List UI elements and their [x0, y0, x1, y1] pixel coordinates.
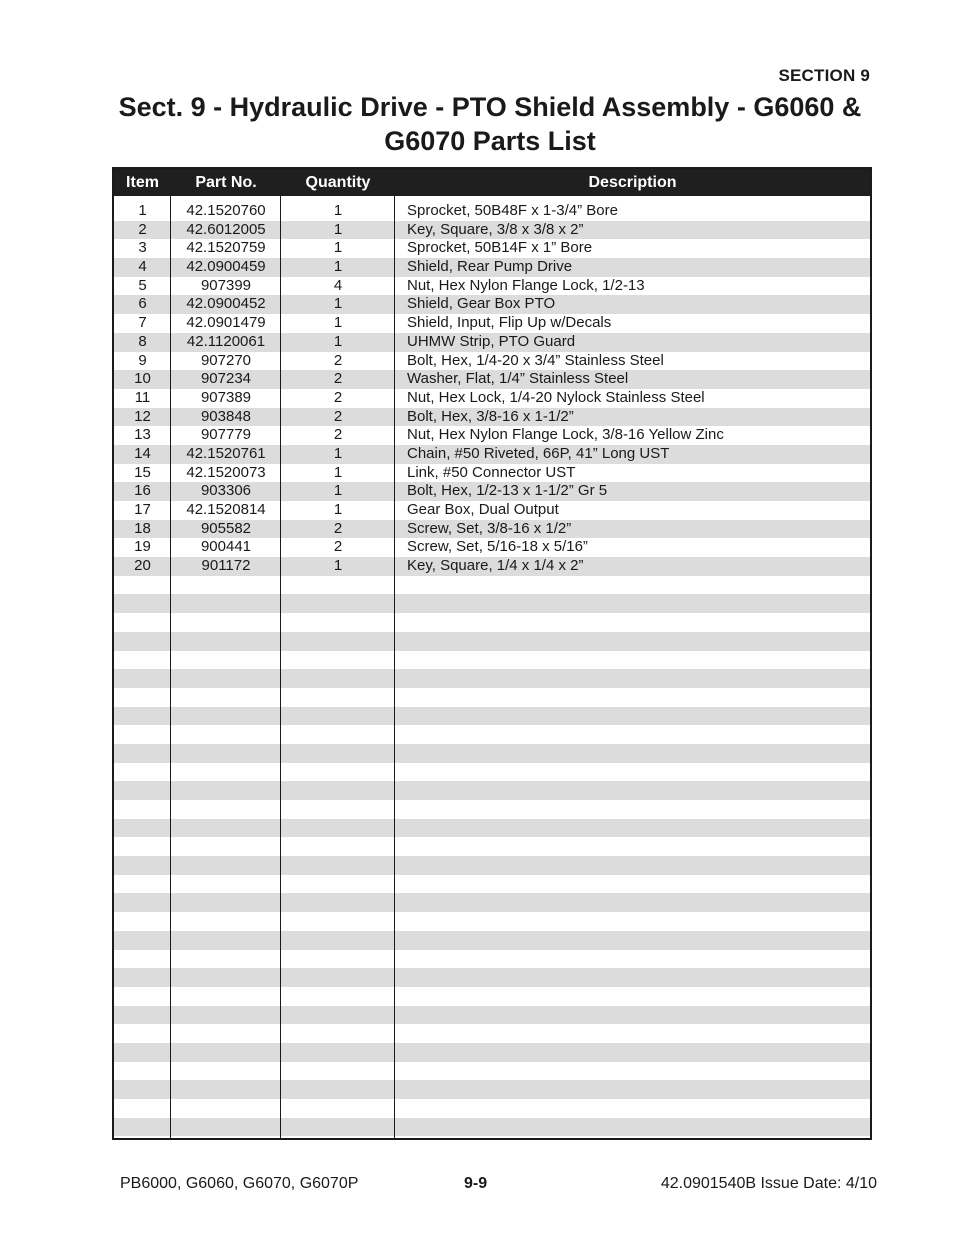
cell-part-no	[171, 950, 281, 969]
cell-quantity	[281, 968, 395, 987]
footer-document-info: 42.0901540B Issue Date: 4/10	[660, 1175, 877, 1192]
cell-quantity: 1	[333, 501, 343, 518]
cell-description	[395, 669, 870, 688]
empty-table-row	[114, 1062, 870, 1081]
cell-description	[395, 912, 870, 931]
cell-item	[114, 931, 171, 950]
empty-table-row	[114, 800, 870, 819]
table-row	[114, 333, 870, 352]
empty-table-row	[114, 837, 870, 856]
table-row	[114, 426, 870, 445]
cell-item: 8	[138, 332, 147, 350]
cell-quantity: 2	[333, 519, 343, 537]
column-header-item: Item	[126, 174, 159, 191]
cell-description: Chain, #50 Riveted, 66P, 41” Long UST	[407, 444, 670, 462]
cell-part-no	[171, 987, 281, 1006]
cell-quantity: 4	[333, 276, 343, 294]
cell-item	[114, 1024, 171, 1043]
table-row	[114, 314, 870, 333]
empty-table-row	[114, 1006, 870, 1025]
cell-part-no	[171, 576, 281, 595]
cell-quantity	[281, 893, 395, 912]
cell-quantity: 1	[333, 444, 343, 462]
cell-quantity	[281, 800, 395, 819]
cell-quantity	[281, 819, 395, 838]
cell-item	[114, 1080, 171, 1099]
cell-item: 20	[134, 557, 151, 575]
cell-part-no	[171, 1006, 281, 1025]
cell-item: 4	[138, 258, 147, 276]
cell-part-no: 905582	[200, 519, 252, 537]
cell-description	[395, 1080, 870, 1099]
cell-description: Sprocket, 50B14F x 1” Bore	[407, 239, 593, 257]
cell-item: 18	[134, 519, 151, 537]
cell-part-no: 42.1120061	[186, 332, 266, 350]
cell-quantity	[281, 1043, 395, 1062]
cell-part-no	[171, 651, 281, 670]
cell-description	[395, 725, 870, 744]
empty-table-row	[114, 707, 870, 726]
cell-item	[114, 744, 171, 763]
cell-description: Nut, Hex Nylon Flange Lock, 1/2-13	[407, 276, 645, 294]
cell-description: Key, Square, 3/8 x 3/8 x 2”	[407, 220, 584, 238]
cell-description	[395, 800, 870, 819]
cell-part-no	[171, 781, 281, 800]
cell-item	[114, 837, 171, 856]
cell-part-no: 42.1520814	[186, 501, 266, 518]
cell-description: Gear Box, Dual Output	[407, 501, 559, 518]
cell-description: Nut, Hex Nylon Flange Lock, 3/8-16 Yellow Zinc	[407, 426, 724, 444]
cell-item	[114, 576, 171, 595]
cell-description: Shield, Gear Box PTO	[407, 295, 556, 313]
cell-quantity	[281, 632, 395, 651]
table-row	[114, 464, 870, 483]
cell-quantity: 1	[333, 482, 343, 500]
cell-part-no	[171, 669, 281, 688]
cell-item	[114, 1099, 171, 1118]
cell-description	[395, 837, 870, 856]
cell-item	[114, 893, 171, 912]
table-row	[114, 389, 870, 408]
cell-quantity	[281, 987, 395, 1006]
cell-description	[395, 576, 870, 595]
cell-quantity: 2	[333, 426, 343, 444]
table-row	[114, 352, 870, 371]
cell-item	[114, 669, 171, 688]
section-label: SECTION 9	[778, 66, 870, 85]
cell-part-no	[171, 1043, 281, 1062]
footer-models: PB6000, G6060, G6070, G6070P	[120, 1175, 359, 1192]
cell-quantity: 2	[333, 407, 343, 425]
cell-item	[114, 912, 171, 931]
cell-description: Screw, Set, 5/16-18 x 5/16”	[407, 538, 588, 556]
empty-table-row	[114, 744, 870, 763]
cell-description	[395, 1043, 870, 1062]
cell-quantity	[281, 688, 395, 707]
cell-quantity	[281, 781, 395, 800]
cell-part-no: 907234	[200, 370, 252, 388]
cell-part-no	[171, 931, 281, 950]
cell-item: 2	[138, 220, 147, 238]
cell-part-no	[171, 688, 281, 707]
empty-table-row	[114, 725, 870, 744]
column-divider	[280, 196, 281, 1140]
empty-table-row	[114, 912, 870, 931]
empty-table-row	[114, 931, 870, 950]
cell-item: 11	[134, 388, 151, 406]
cell-quantity	[281, 725, 395, 744]
parts-table	[112, 167, 872, 1140]
table-header	[114, 169, 870, 196]
cell-quantity: 1	[333, 202, 343, 219]
cell-quantity	[281, 576, 395, 595]
cell-part-no: 42.0900452	[186, 295, 266, 313]
cell-quantity: 2	[333, 351, 343, 369]
cell-item: 16	[134, 482, 151, 500]
cell-part-no	[171, 707, 281, 726]
cell-quantity	[281, 1080, 395, 1099]
empty-table-row	[114, 669, 870, 688]
cell-description: Nut, Hex Lock, 1/4-20 Nylock Stainless Steel	[407, 388, 705, 406]
cell-description: Bolt, Hex, 1/2-13 x 1-1/2” Gr 5	[407, 482, 608, 500]
cell-item	[114, 1118, 171, 1137]
table-row	[114, 239, 870, 258]
cell-description: Bolt, Hex, 1/4-20 x 3/4” Stainless Steel	[407, 351, 664, 369]
cell-description: Shield, Rear Pump Drive	[407, 258, 573, 276]
table-row	[114, 408, 870, 427]
cell-part-no: 42.0900459	[186, 258, 266, 276]
cell-quantity	[281, 875, 395, 894]
cell-part-no	[171, 819, 281, 838]
cell-item	[114, 875, 171, 894]
empty-table-row	[114, 856, 870, 875]
cell-quantity: 1	[333, 332, 343, 350]
table-row	[114, 202, 870, 221]
cell-item	[114, 594, 171, 613]
cell-item: 12	[134, 407, 151, 425]
cell-description: Shield, Input, Flip Up w/Decals	[407, 314, 612, 332]
cell-part-no	[171, 725, 281, 744]
cell-description	[395, 875, 870, 894]
table-row	[114, 557, 870, 576]
cell-description	[395, 856, 870, 875]
cell-part-no	[171, 837, 281, 856]
cell-part-no: 907389	[200, 388, 252, 406]
cell-part-no	[171, 1118, 281, 1137]
cell-quantity	[281, 1118, 395, 1137]
cell-part-no: 42.1520761	[186, 444, 266, 462]
cell-description	[395, 688, 870, 707]
empty-table-row	[114, 1080, 870, 1099]
cell-quantity	[281, 707, 395, 726]
cell-description	[395, 987, 870, 1006]
cell-item: 9	[138, 351, 147, 369]
cell-item	[114, 725, 171, 744]
cell-quantity	[281, 613, 395, 632]
cell-item	[114, 613, 171, 632]
cell-quantity	[281, 651, 395, 670]
cell-quantity	[281, 856, 395, 875]
cell-description	[395, 632, 870, 651]
table-row	[114, 277, 870, 296]
cell-description: Screw, Set, 3/8-16 x 1/2”	[407, 519, 572, 537]
cell-item: 19	[134, 538, 151, 556]
cell-description	[395, 744, 870, 763]
cell-part-no: 900441	[200, 538, 252, 556]
cell-quantity: 1	[333, 295, 343, 313]
empty-table-row	[114, 651, 870, 670]
cell-item: 3	[138, 239, 147, 257]
cell-item	[114, 1062, 171, 1081]
cell-description	[395, 950, 870, 969]
cell-part-no	[171, 613, 281, 632]
empty-table-row	[114, 576, 870, 595]
cell-item	[114, 632, 171, 651]
cell-description: Washer, Flat, 1/4” Stainless Steel	[407, 370, 629, 388]
cell-quantity	[281, 931, 395, 950]
cell-part-no	[171, 912, 281, 931]
cell-quantity: 1	[333, 239, 343, 257]
cell-description	[395, 707, 870, 726]
cell-item	[114, 987, 171, 1006]
cell-item: 17	[134, 501, 151, 518]
cell-description	[395, 613, 870, 632]
cell-part-no	[171, 744, 281, 763]
table-row	[114, 501, 870, 520]
cell-part-no	[171, 594, 281, 613]
cell-quantity	[281, 1024, 395, 1043]
cell-quantity: 2	[333, 370, 343, 388]
cell-item	[114, 707, 171, 726]
cell-description	[395, 1024, 870, 1043]
cell-part-no	[171, 632, 281, 651]
cell-part-no: 907399	[200, 276, 252, 294]
cell-description	[395, 763, 870, 782]
cell-description	[395, 931, 870, 950]
cell-description	[395, 651, 870, 670]
cell-quantity	[281, 669, 395, 688]
cell-part-no	[171, 800, 281, 819]
cell-quantity: 1	[333, 463, 343, 481]
cell-quantity: 2	[333, 388, 343, 406]
cell-description	[395, 594, 870, 613]
cell-quantity: 1	[333, 220, 343, 238]
cell-part-no	[171, 856, 281, 875]
column-header-part-no: Part No.	[195, 174, 257, 191]
cell-quantity: 1	[333, 314, 343, 332]
cell-part-no: 901172	[201, 557, 251, 575]
cell-part-no	[171, 968, 281, 987]
cell-part-no	[171, 875, 281, 894]
column-divider	[170, 196, 171, 1140]
cell-description	[395, 1099, 870, 1118]
table-row	[114, 520, 870, 539]
cell-description	[395, 781, 870, 800]
cell-item	[114, 856, 171, 875]
empty-table-row	[114, 819, 870, 838]
empty-table-row	[114, 875, 870, 894]
cell-quantity	[281, 1099, 395, 1118]
empty-table-row	[114, 781, 870, 800]
cell-description: UHMW Strip, PTO Guard	[407, 332, 576, 350]
empty-table-row	[114, 763, 870, 782]
cell-item	[114, 1043, 171, 1062]
table-row	[114, 295, 870, 314]
table-row	[114, 221, 870, 240]
footer-page-number: 9-9	[464, 1175, 488, 1192]
table-row	[114, 258, 870, 277]
cell-part-no: 42.6012005	[186, 220, 266, 238]
empty-table-row	[114, 968, 870, 987]
cell-part-no: 903848	[200, 407, 252, 425]
column-header-quantity: Quantity	[305, 174, 371, 191]
cell-item	[114, 763, 171, 782]
table-row	[114, 370, 870, 389]
cell-part-no	[171, 893, 281, 912]
cell-item	[114, 819, 171, 838]
cell-part-no: 907270	[200, 351, 252, 369]
cell-part-no	[171, 1024, 281, 1043]
cell-item: 5	[138, 276, 147, 294]
cell-item: 1	[138, 202, 147, 219]
table-row	[114, 538, 870, 557]
cell-item	[114, 781, 171, 800]
empty-table-row	[114, 1024, 870, 1043]
cell-item	[114, 688, 171, 707]
empty-table-row	[114, 893, 870, 912]
cell-part-no	[171, 1099, 281, 1118]
cell-description	[395, 819, 870, 838]
cell-item: 15	[134, 463, 151, 481]
empty-table-row	[114, 987, 870, 1006]
cell-quantity	[281, 594, 395, 613]
cell-part-no: 42.0901479	[186, 314, 266, 332]
empty-table-row	[114, 1043, 870, 1062]
cell-description	[395, 1062, 870, 1081]
cell-description	[395, 968, 870, 987]
cell-part-no	[171, 1080, 281, 1099]
empty-table-row	[114, 1099, 870, 1118]
empty-table-row	[114, 594, 870, 613]
cell-quantity	[281, 744, 395, 763]
cell-item	[114, 1006, 171, 1025]
table-row	[114, 445, 870, 464]
cell-quantity	[281, 837, 395, 856]
cell-part-no: 42.1520760	[186, 202, 266, 219]
cell-quantity: 1	[333, 258, 343, 276]
cell-quantity: 1	[333, 557, 343, 575]
cell-item: 13	[134, 426, 151, 444]
cell-description: Sprocket, 50B48F x 1-3/4” Bore	[407, 202, 618, 219]
cell-part-no: 42.1520073	[186, 463, 266, 481]
page-title: Sect. 9 - Hydraulic Drive - PTO Shield Assembly - G6060 & G6070 Parts List	[118, 92, 862, 156]
empty-table-row	[114, 688, 870, 707]
cell-quantity	[281, 950, 395, 969]
table-row	[114, 482, 870, 501]
cell-quantity	[281, 763, 395, 782]
cell-item	[114, 651, 171, 670]
empty-table-row	[114, 613, 870, 632]
cell-quantity: 2	[333, 538, 343, 556]
empty-table-row	[114, 1118, 870, 1137]
cell-quantity	[281, 912, 395, 931]
cell-part-no: 903306	[200, 482, 252, 500]
cell-item	[114, 800, 171, 819]
cell-item	[114, 950, 171, 969]
cell-part-no: 907779	[200, 426, 252, 444]
cell-description	[395, 1118, 870, 1137]
column-divider	[394, 196, 395, 1140]
cell-quantity	[281, 1062, 395, 1081]
empty-table-row	[114, 950, 870, 969]
column-header-description: Description	[588, 174, 677, 191]
cell-description: Key, Square, 1/4 x 1/4 x 2”	[407, 557, 584, 575]
cell-part-no	[171, 1062, 281, 1081]
cell-item: 10	[134, 370, 151, 388]
cell-quantity	[281, 1006, 395, 1025]
cell-item: 7	[138, 314, 147, 332]
cell-item: 14	[134, 444, 151, 462]
cell-description: Bolt, Hex, 3/8-16 x 1-1/2”	[407, 407, 574, 425]
cell-description: Link, #50 Connector UST	[407, 463, 576, 481]
empty-table-row	[114, 632, 870, 651]
cell-part-no	[171, 763, 281, 782]
cell-item	[114, 968, 171, 987]
cell-description	[395, 1006, 870, 1025]
cell-description	[395, 893, 870, 912]
cell-part-no: 42.1520759	[186, 239, 266, 257]
cell-item: 6	[138, 295, 147, 313]
table-body	[114, 196, 870, 1136]
